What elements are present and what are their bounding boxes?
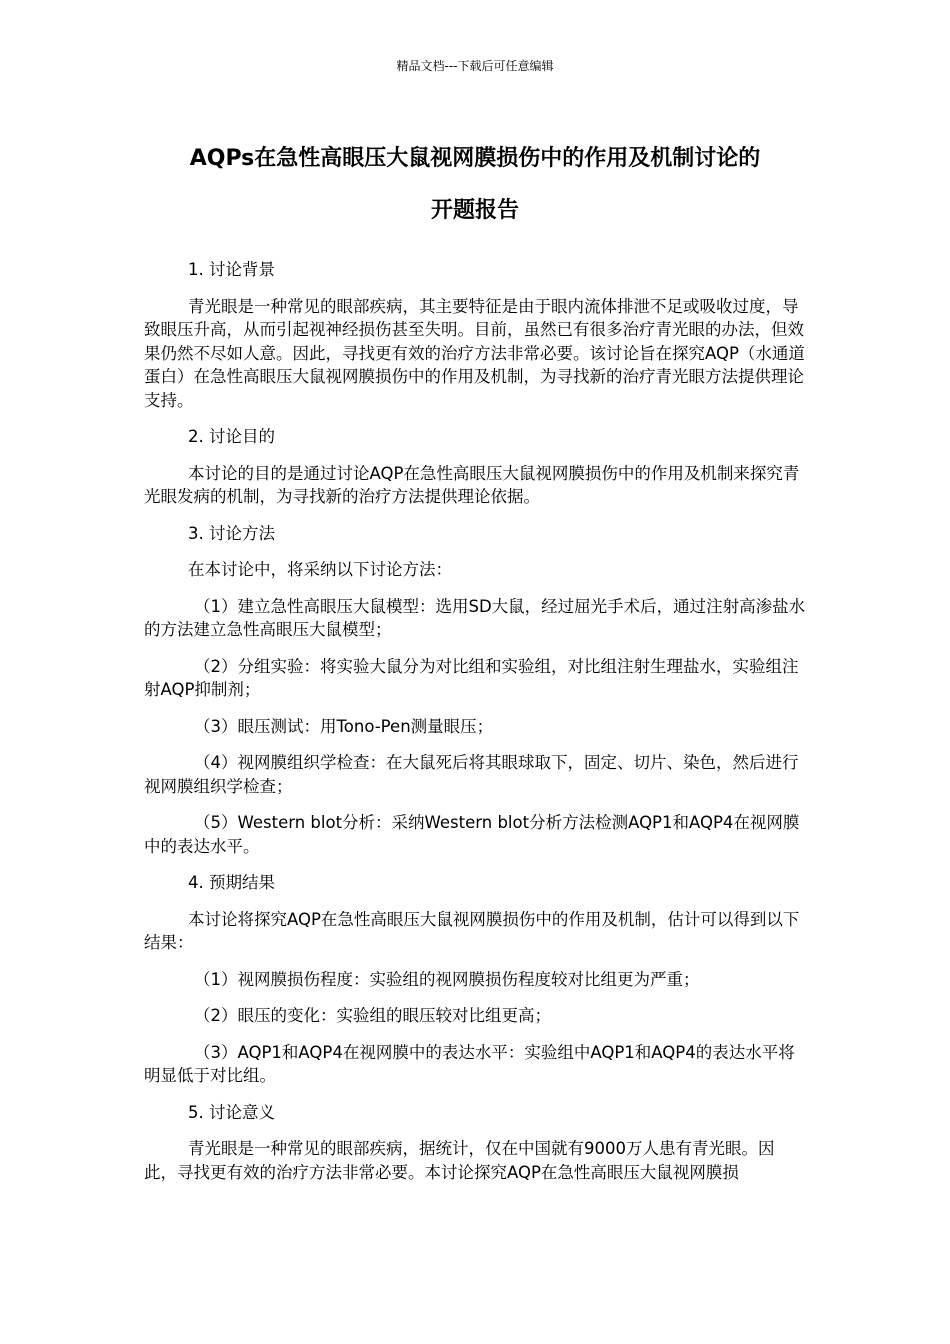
paragraph-background: 青光眼是一种常见的眼部疾病，其主要特征是由于眼内流体排泄不足或吸收过度，导致眼压升高，从而引起视神经损伤甚至失明。目前，虽然已有很多治疗青光眼的办法，但效果仍然不尽如人意。因此，寻找更有效的治疗方法非常必要。该讨论旨在探究AQP（水通道蛋白）在急性高眼压大鼠视网膜损伤中的作用及机制，为寻找新的治疗青光眼方法提供理论支持。 <box>144 296 805 410</box>
method-item-5: （5）Western blot分析：采纳Western blot分析方法检测AQP1和AQP4在视网膜中的表达水平。 <box>144 813 800 856</box>
paragraph-purpose: 本讨论的目的是通过讨论AQP在急性高眼压大鼠视网膜损伤中的作用及机制来探究青光眼发病的机制，为寻找新的治疗方法提供理论依据。 <box>144 463 800 506</box>
result-item-1: （1）视网膜损伤程度：实验组的视网膜损伤程度较对比组更为严重； <box>194 969 700 989</box>
document-body <box>144 258 806 1197</box>
method-item-4: （4）视网膜组织学检查：在大鼠死后将其眼球取下，固定、切片、染色，然后进行视网膜组织学检查； <box>144 753 799 796</box>
result-item-2: （2）眼压的变化：实验组的眼压较对比组更高； <box>194 1006 551 1025</box>
section-heading-significance: 5. 讨论意义 <box>188 1102 275 1122</box>
method-item-2: （2）分组实验：将实验大鼠分为对比组和实验组，对比组注射生理盐水，实验组注射AQP抑制剂； <box>144 656 799 699</box>
title-line-2: 开题报告 <box>430 198 519 223</box>
result-item-3: （3）AQP1和AQP4在视网膜中的表达水平：实验组中AQP1和AQP4的表达水平将明显低于对比组。 <box>144 1042 795 1085</box>
paragraph-significance: 青光眼是一种常见的眼部疾病，据统计，仅在中国就有9000万人患有青光眼。因此，寻找更有效的治疗方法非常必要。本讨论探究AQP在急性高眼压大鼠视网膜损 <box>144 1139 775 1182</box>
paragraph-results-intro: 本讨论将探究AQP在急性高眼压大鼠视网膜损伤中的作用及机制，估计可以得到以下结果： <box>144 909 800 952</box>
method-item-1: （1）建立急性高眼压大鼠模型：选用SD大鼠，经过屈光手术后，通过注射高渗盐水的方法建立急性高眼压大鼠模型； <box>144 596 806 639</box>
section-heading-methods: 3. 讨论方法 <box>188 523 275 543</box>
method-item-3: （3）眼压测试：用Tono-Pen测量眼压； <box>194 716 494 736</box>
section-heading-background: 1. 讨论背景 <box>188 260 275 279</box>
title-line-1: AQPs在急性高眼压大鼠视网膜损伤中的作用及机制讨论的 <box>189 146 761 171</box>
document-title <box>118 133 832 237</box>
page-header-watermark: 精品文档---下载后可任意编辑 <box>396 59 554 73</box>
paragraph-methods-intro: 在本讨论中，将采纳以下讨论方法： <box>188 560 452 579</box>
section-heading-purpose: 2. 讨论目的 <box>188 427 275 446</box>
section-heading-expected-results: 4. 预期结果 <box>188 873 275 892</box>
